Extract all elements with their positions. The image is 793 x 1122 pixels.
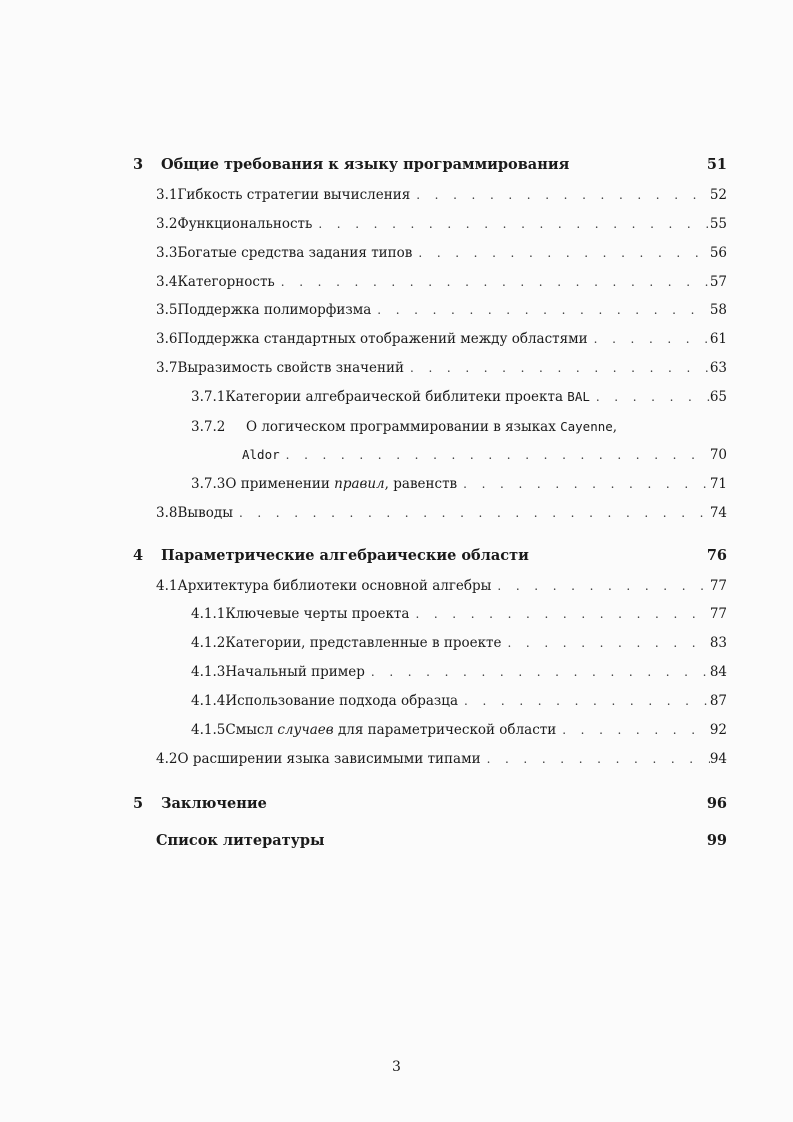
toc-leader-dots xyxy=(377,303,710,317)
emphasis-term: случаев xyxy=(277,722,334,738)
toc-page-number: 51 xyxy=(706,156,727,173)
toc-subsection-number: 3.7.2 xyxy=(191,419,226,435)
toc-leader-dots xyxy=(239,506,710,520)
toc-subsection-number: 4.1.1 xyxy=(191,606,226,622)
toc-page-number: 52 xyxy=(709,187,727,203)
toc-subsection-title: Использование подхода образца xyxy=(225,693,459,709)
toc-leader-dots xyxy=(281,275,710,289)
toc-section-number: 3.5 xyxy=(156,302,178,318)
toc-section-number: 3.8 xyxy=(156,505,178,521)
toc-section-3-8[interactable] xyxy=(156,505,727,521)
toc-section-title: Поддержка стандартных отображений между областями xyxy=(177,331,588,347)
toc-chapter-title: Общие требования к языку программирования xyxy=(161,156,570,173)
toc-leader-dots xyxy=(410,361,710,375)
toc-subsection-title: О логическом программировании в языках Cayenne, xyxy=(246,419,618,435)
toc-page-number: 65 xyxy=(709,389,727,405)
toc-leader-dots xyxy=(318,217,709,231)
toc-subsection-title: Начальный пример xyxy=(225,664,365,680)
toc-subsection-number: 4.1.4 xyxy=(191,693,226,709)
toc-bibliography[interactable] xyxy=(156,832,727,849)
toc-page-number: 55 xyxy=(709,216,727,232)
toc-section-title: Богатые средства задания типов xyxy=(177,245,413,261)
toc-page-number: 61 xyxy=(709,331,727,347)
toc-section-3-2[interactable] xyxy=(156,216,727,232)
toc-section-3-1[interactable] xyxy=(156,187,727,203)
toc-subsection-title: Ключевые черты проекта xyxy=(225,606,410,622)
toc-leader-dots xyxy=(562,723,710,737)
toc-leader-dots xyxy=(418,246,709,260)
toc-leader-dots xyxy=(463,477,710,491)
toc-page-number: 84 xyxy=(709,664,727,680)
toc-chapter-5[interactable] xyxy=(133,795,727,812)
toc-page-number: 96 xyxy=(706,795,727,812)
toc-subsection-3-7-2-continued[interactable] xyxy=(242,447,727,463)
toc-leader-dots xyxy=(416,188,710,202)
toc-section-3-5[interactable] xyxy=(156,302,727,318)
toc-section-number: 3.4 xyxy=(156,274,178,290)
toc-page-number: 56 xyxy=(709,245,727,261)
toc-subsection-number: 4.1.5 xyxy=(191,722,226,738)
toc-page-number: 74 xyxy=(709,505,727,521)
toc-page-number: 87 xyxy=(709,693,727,709)
emphasis-term: правил xyxy=(334,476,385,492)
toc-subsection-3-7-1[interactable] xyxy=(191,389,727,405)
toc-section-number: 3.3 xyxy=(156,245,178,261)
toc-page-number: 70 xyxy=(709,447,727,463)
toc-section-number: 3.6 xyxy=(156,331,178,347)
toc-chapter-title: Параметрические алгебраические области xyxy=(161,547,529,564)
toc-subsection-4-1-2[interactable] xyxy=(191,635,727,651)
toc-subsection-4-1-3[interactable] xyxy=(191,664,727,680)
toc-page-number: 63 xyxy=(709,360,727,376)
toc-section-number: 3.7 xyxy=(156,360,178,376)
toc-section-title: Категорность xyxy=(177,274,275,290)
toc-page-number: 77 xyxy=(709,606,727,622)
toc-page-number: 76 xyxy=(706,547,727,564)
toc-leader-dots xyxy=(371,665,710,679)
toc-chapter-number: 3 xyxy=(133,156,144,173)
toc-page-number: 58 xyxy=(709,302,727,318)
toc-section-3-7[interactable] xyxy=(156,360,727,376)
toc-section-3-6[interactable] xyxy=(156,331,727,347)
toc-section-title: Архитектура библиотеки основной алгебры xyxy=(177,578,492,594)
toc-section-title: Выразимость свойств значений xyxy=(177,360,405,376)
toc-chapter-title: Список литературы xyxy=(156,832,325,849)
toc-section-number: 4.1 xyxy=(156,578,178,594)
toc-chapter-4[interactable] xyxy=(133,547,727,564)
code-term: BAL xyxy=(567,389,590,404)
toc-page-number: 57 xyxy=(709,274,727,290)
toc-subsection-title: Категории алгебраической библитеки проекта BAL xyxy=(225,389,590,405)
toc-page-number: 83 xyxy=(709,635,727,651)
toc-subsection-4-1-5[interactable] xyxy=(191,722,727,738)
toc-section-4-2[interactable] xyxy=(156,751,727,767)
code-term: Aldor xyxy=(242,447,280,462)
toc-page-number: 77 xyxy=(709,578,727,594)
toc-subsection-4-1-1[interactable] xyxy=(191,606,727,622)
toc-subsection-number: 4.1.3 xyxy=(191,664,226,680)
toc-subsection-4-1-4[interactable] xyxy=(191,693,727,709)
toc-section-number: 3.2 xyxy=(156,216,178,232)
toc-subsection-title: Смысл случаев для параметрической области xyxy=(225,722,557,738)
toc-section-title: Функциональность xyxy=(177,216,313,232)
toc-chapter-number: 5 xyxy=(133,795,144,812)
toc-leader-dots xyxy=(594,332,710,346)
toc-section-number: 3.1 xyxy=(156,187,178,203)
toc-section-title: Гибкость стратегии вычисления xyxy=(177,187,411,203)
toc-chapter-3[interactable] xyxy=(133,156,727,173)
toc-subsection-title: Категории, представленные в проекте xyxy=(225,635,502,651)
toc-subsection-number: 3.7.1 xyxy=(191,389,226,405)
toc-page-number: 71 xyxy=(709,476,727,492)
toc-chapter-number: 4 xyxy=(133,547,144,564)
toc-subsection-number: 3.7.3 xyxy=(191,476,226,492)
toc-section-title: Выводы xyxy=(177,505,233,521)
toc-subsection-3-7-2[interactable] xyxy=(191,419,727,435)
toc-leader-dots xyxy=(415,607,709,621)
toc-page-number: 92 xyxy=(709,722,727,738)
toc-leader-dots xyxy=(286,448,710,462)
toc-section-title: О расширении языка зависимыми типами xyxy=(177,751,481,767)
toc-leader-dots xyxy=(497,579,709,593)
code-term: Cayenne xyxy=(560,419,613,434)
toc-subsection-title: О применении правил, равенств xyxy=(225,476,458,492)
toc-page-number: 94 xyxy=(709,751,727,767)
toc-chapter-title: Заключение xyxy=(161,795,267,812)
toc-subsection-3-7-3[interactable] xyxy=(191,476,727,492)
toc-section-3-4[interactable] xyxy=(156,274,727,290)
toc-section-title: Поддержка полиморфизма xyxy=(177,302,372,318)
page-number: 3 xyxy=(392,1059,401,1075)
toc-leader-dots xyxy=(507,636,709,650)
toc-leader-dots xyxy=(487,752,710,766)
toc-leader-dots xyxy=(596,390,710,404)
toc-leader-dots xyxy=(464,694,710,708)
toc-section-4-1[interactable] xyxy=(156,578,727,594)
toc-section-number: 4.2 xyxy=(156,751,178,767)
toc-page-number: 99 xyxy=(706,832,727,849)
toc-section-3-3[interactable] xyxy=(156,245,727,261)
toc-subsection-number: 4.1.2 xyxy=(191,635,226,651)
